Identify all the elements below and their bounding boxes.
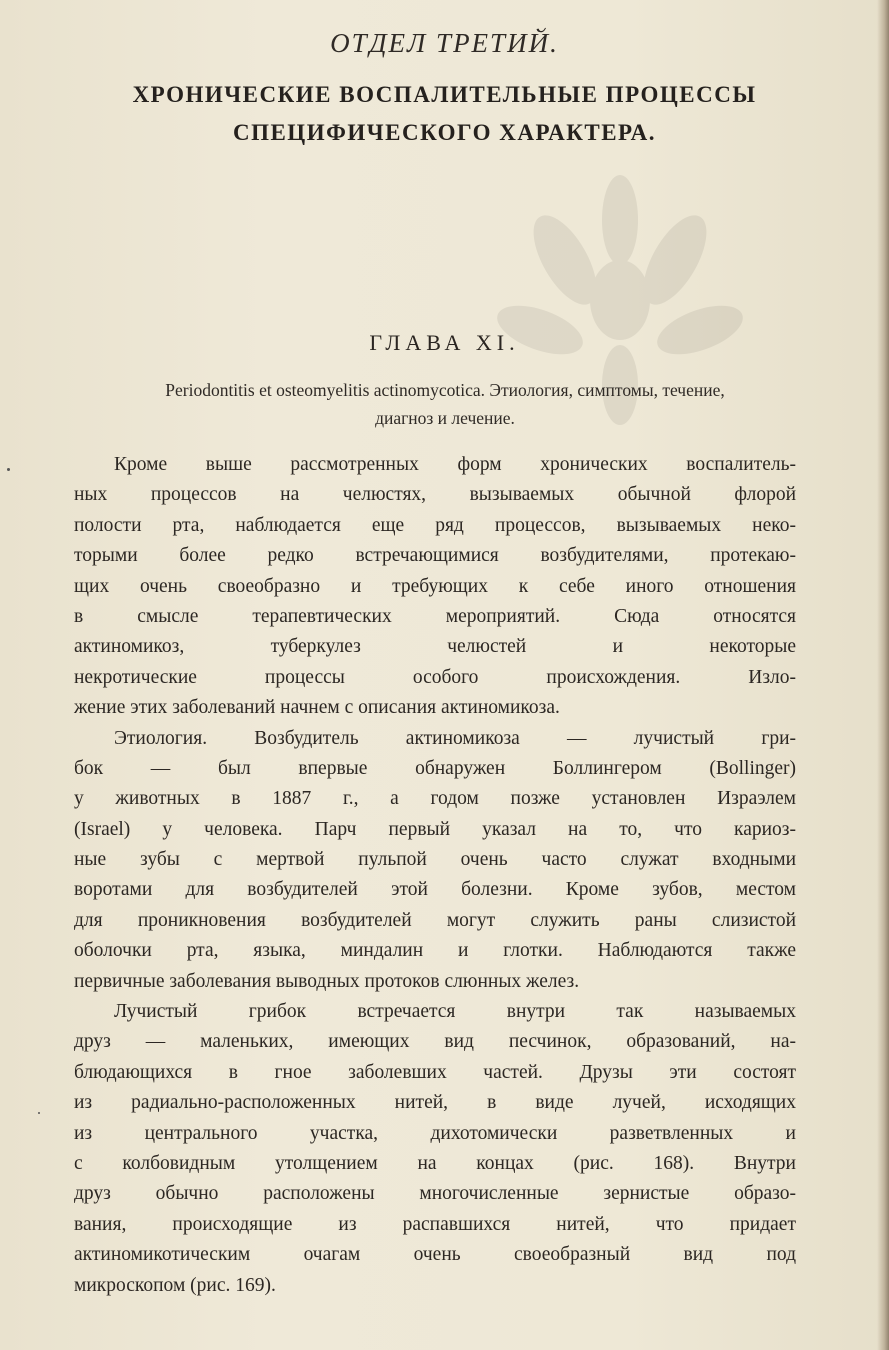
body-line: воротами для возбудителей этой болезни. Кроме зубов, местом	[74, 879, 796, 901]
subtitle-line: диагноз и лечение.	[375, 408, 515, 428]
page-edge-shadow	[877, 0, 889, 1350]
body-line: (Israel) у человека. Парч первый указал на то, что кариоз-	[74, 818, 796, 840]
body-line: Лучистый грибок встречается внутри так называемых	[114, 1001, 796, 1023]
body-line: первичные заболевания выводных протоков слюнных желез.	[74, 970, 580, 992]
body-line: из радиально-расположенных нитей, в виде лучей, исходящих	[74, 1092, 796, 1114]
body-line: друз — маленьких, имеющих вид песчинок, образований, на-	[74, 1031, 796, 1053]
main-title-line: ХРОНИЧЕСКИЕ ВОСПАЛИТЕЛЬНЫЕ ПРОЦЕССЫ	[132, 82, 757, 107]
body-text	[74, 450, 796, 1301]
main-title-line: СПЕЦИФИЧЕСКОГО ХАРАКТЕРА.	[232, 120, 657, 145]
subtitle-line: Periodontitis et osteomyelitis actinomycotica. Этиология, симптомы, течение,	[165, 380, 725, 400]
body-line: полости рта, наблюдается еще ряд процессов, вызываемых неко-	[74, 514, 796, 536]
body-line: блюдающихся в гное заболевших частей. Друзы эти состоят	[74, 1061, 796, 1083]
chapter-heading: ГЛАВА XI.	[369, 330, 520, 355]
body-line: щих очень своеобразно и требующих к себе иного отношения	[74, 575, 796, 597]
body-line: друз обычно расположены многочисленные зернистые образо-	[74, 1183, 796, 1205]
body-line: бок — был впервые обнаружен Боллингером (Bollinger)	[74, 757, 796, 779]
body-line: актиномикоз, туберкулез челюстей и некоторые	[74, 636, 796, 658]
body-line: микроскопом (рис. 169).	[74, 1274, 276, 1296]
body-line: в смысле терапевтических мероприятий. Сюда относятся	[74, 605, 796, 627]
body-line: ных процессов на челюстях, вызываемых обычной флорой	[74, 484, 796, 506]
body-line: Кроме выше рассмотренных форм хронических воспалитель-	[114, 454, 796, 475]
speck	[7, 468, 10, 471]
body-line: для проникновения возбудителей могут служить раны слизистой	[74, 909, 796, 931]
body-line: жение этих заболеваний начнем с описания актиномикоза.	[74, 697, 560, 719]
body-line: из центрального участка, дихотомически разветвленных и	[74, 1122, 796, 1144]
speck	[38, 1112, 40, 1114]
body-line: вания, происходящие из распавшихся нитей, что придает	[74, 1213, 796, 1235]
body-line: Этиология. Возбудитель актиномикоза — лучистый гри-	[114, 727, 796, 749]
body-line: оболочки рта, языка, миндалин и глотки. Наблюдаются также	[74, 940, 796, 962]
body-line: ные зубы с мертвой пульпой очень часто служат входными	[74, 849, 796, 871]
body-line: актиномикотическим очагам очень своеобразный вид под	[74, 1244, 796, 1266]
body-line: у животных в 1887 г., а годом позже установлен Израэлем	[74, 788, 796, 810]
chapter-subtitle	[60, 376, 830, 432]
body-line: торыми более редко встречающимися возбудителями, протекаю-	[74, 545, 796, 567]
body-line: с колбовидным утолщением на концах (рис. 168). Внутри	[74, 1152, 796, 1174]
section-title: ОТДЕЛ ТРЕТИЙ.	[330, 28, 559, 58]
main-title	[0, 76, 889, 152]
body-line: некротические процессы особого происхождения. Изло-	[74, 666, 796, 688]
